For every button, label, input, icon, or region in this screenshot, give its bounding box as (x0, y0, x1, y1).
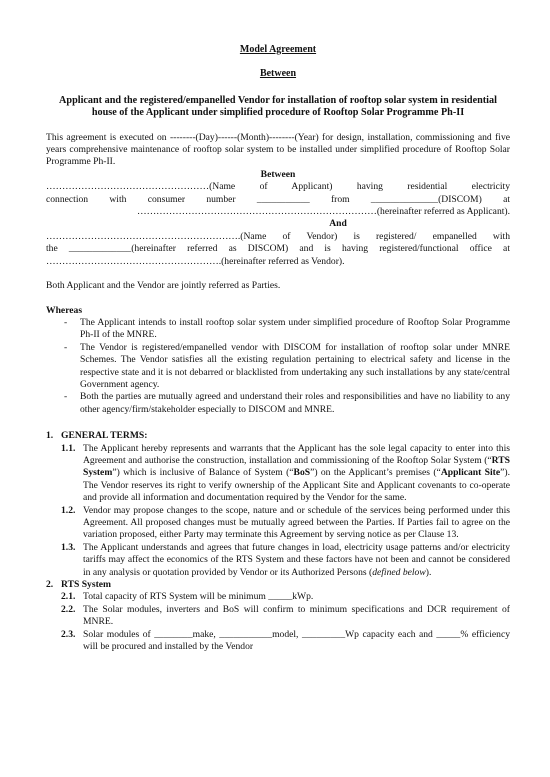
agreement-heading: Applicant and the registered/empanelled Vendor for installation of rooftop solar system in residential house of the Applicant under simplified procedure of Rooftop Solar Programme Ph-II (59, 94, 497, 119)
clause-number: 2.3. (61, 628, 76, 640)
applicant-line-1: ……………………………………………(Name of Applicant) having residential electricity (46, 181, 510, 193)
section-title: RTS System (61, 579, 112, 591)
clause-2-3 (46, 629, 510, 654)
clause-number: 2.2. (61, 603, 76, 615)
intro-paragraph: This agreement is executed on --------(Day)------(Month)--------(Year) for design, installation, commissioning and five years comprehensive maintenance of rooftop solar system to be installed under simplified procedure of Rooftop Solar Programme Ph-II. (46, 131, 510, 168)
clause-text: The Applicant hereby represents and warrants that the Applicant has the sole legal capacity to enter into this Agreement and authorise the construction, installation and commissioning of the Rooftop Solar System (“RTS System”) which is inclusive of Balance of System (“BoS”) on the Applicant’s premises (“Applicant Site”). The Vendor reserves its right to verify ownership of the Applicant Site and Applicant covenants to co-operate and provide all information and documentation required by the Vendor for the same. (83, 442, 510, 504)
vendor-line-2: the _____________(hereinafter referred as DISCOM) and is having registered/functional office at (46, 243, 510, 255)
whereas-item: - Both the parties are mutually agreed and understand their roles and responsibilities and have no liability to any other agency/firm/stakeholder especially to DISCOM and MNRE. (64, 391, 510, 416)
clause-number: 1.3. (61, 541, 76, 553)
section-number: 1. (46, 430, 54, 442)
clause-2-2 (46, 604, 510, 629)
vendor-line-3: ……………………………………………….(hereinafter referred as Vendor). (46, 255, 345, 267)
vendor-line-1: …………………………………………………….(Name of Vendor) is registered/ empanelled with (46, 230, 510, 242)
section-number: 2. (46, 579, 54, 591)
clause-number: 1.2. (61, 504, 76, 516)
clause-1-3 (46, 542, 510, 579)
and-label: And (329, 218, 347, 230)
applicant-line-3: …………………………………………………………………(hereinafter referred as Applicant). (136, 206, 510, 218)
applicant-line-2: connection with consumer number ___________ from ______________(DISCOM) at (46, 193, 510, 205)
section-rts-system (46, 579, 510, 591)
clause-text: The Solar modules, inverters and BoS will confirm to minimum specifications and DCR requirement of MNRE. (83, 603, 510, 628)
whereas-item: - The Applicant intends to install rooftop solar system under simplified procedure of Rooftop Solar Programme Ph-II of the MNRE. (64, 317, 510, 342)
document-title: Model Agreement (239, 44, 317, 55)
clause-text: Solar modules of ________make, ___________model, _________Wp capacity each and _____% efficiency will be procured and installed by the Vendor (83, 628, 510, 653)
section-title: GENERAL TERMS: (61, 430, 148, 442)
whereas-list (46, 317, 510, 416)
clause-2-1 (46, 591, 510, 603)
clause-1-2 (46, 505, 510, 542)
clause-text: Vendor may propose changes to the scope, nature and or schedule of the services being performed under this Agreement. All proposed changes must be mutually agreed between the Parties. If Parties fail to agree on the variation proposed, either Party may terminate this Agreement by serving notice as per Clause 13. (83, 504, 510, 541)
clause-text: The Applicant understands and agrees that future changes in load, electricity usage patterns and/or electricity tariffs may affect the economics of the RTS System and these factors have not been and cannot be considered in any analysis or quotation provided by Vendor or its Authorized Persons (defined below). (83, 541, 510, 578)
parties-paragraph: Both Applicant and the Vendor are jointly referred as Parties. (46, 280, 281, 292)
clause-number: 1.1. (61, 442, 76, 454)
whereas-item: - The Vendor is registered/empanelled vendor with DISCOM for installation of rooftop solar under MNRE Schemes. The Vendor satisfies all the existing regulation pertaining to electrical safety and license in the respective state and it is not debarred or blacklisted from undertaking any such installations by any state/central Government agency. (64, 342, 510, 392)
between-label: Between (260, 168, 296, 180)
whereas-label: Whereas (46, 304, 83, 316)
between-title: Between (259, 68, 297, 80)
clause-1-1 (46, 443, 510, 505)
clause-number: 2.1. (61, 591, 76, 603)
section-general-terms (46, 430, 510, 442)
clause-text: Total capacity of RTS System will be minimum _____kWp. (83, 591, 314, 603)
